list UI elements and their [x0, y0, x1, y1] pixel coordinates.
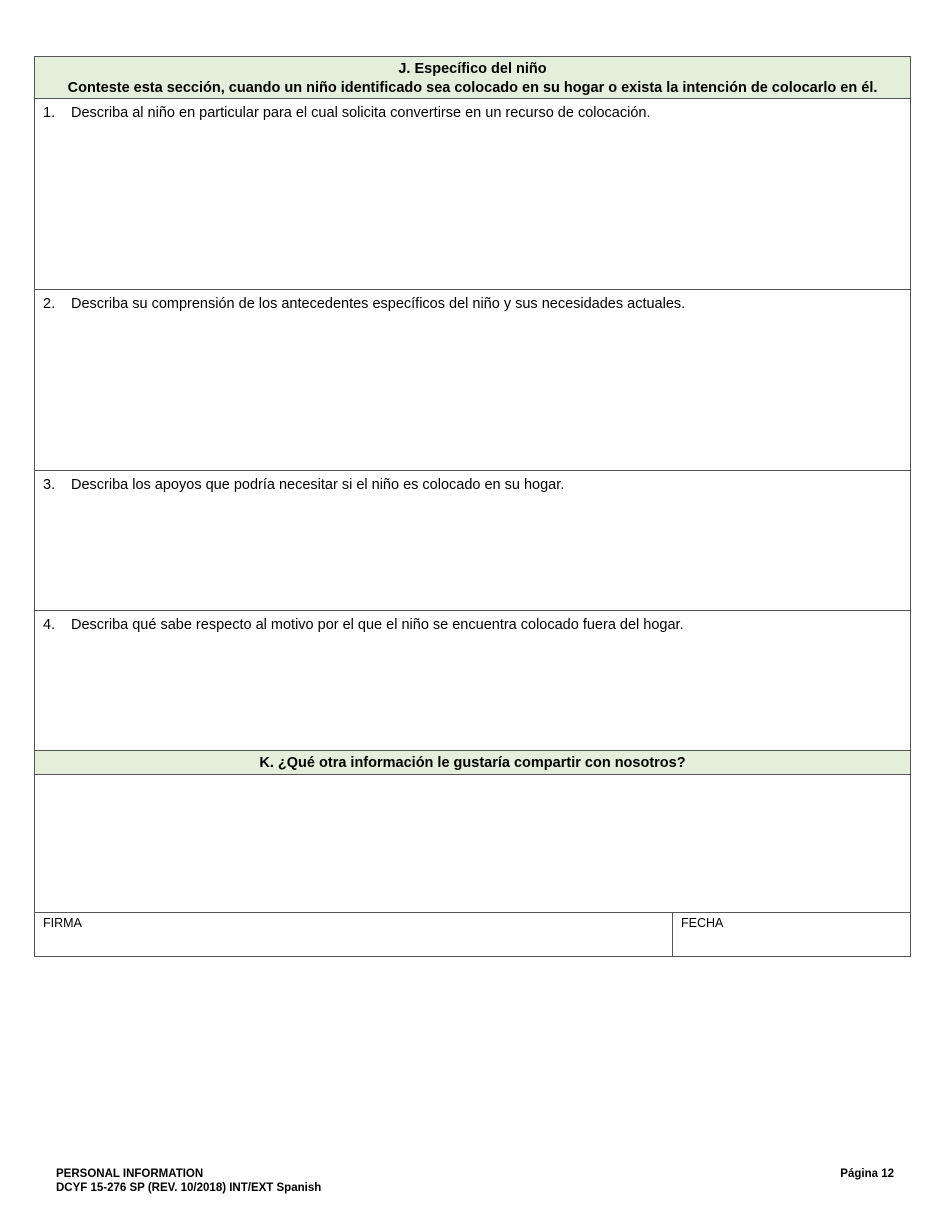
footer-personal-information: PERSONAL INFORMATION	[56, 1168, 204, 1180]
question-4-number: 4.	[43, 617, 56, 633]
footer-form-info	[56, 1167, 321, 1195]
page-number: Página 12	[840, 1168, 894, 1180]
date-label: FECHA	[681, 916, 724, 930]
question-1-number: 1.	[43, 105, 56, 121]
question-3-field[interactable]	[35, 471, 910, 611]
form-table	[34, 56, 911, 957]
question-4-field[interactable]	[35, 611, 910, 751]
question-4-text: Describa qué sabe respecto al motivo por el que el niño se encuentra colocado fuera del hogar.	[71, 617, 684, 633]
question-3-text: Describa los apoyos que podría necesitar si el niño es colocado en su hogar.	[71, 477, 565, 493]
date-field[interactable]	[673, 913, 910, 956]
section-k-title: K. ¿Qué otra información le gustaría compartir con nosotros?	[259, 755, 686, 771]
section-j-title: J. Específico del niño	[398, 61, 547, 77]
signature-row	[35, 913, 910, 956]
section-k-answer-field[interactable]	[35, 775, 910, 913]
footer-form-number: DCYF 15-276 SP (REV. 10/2018) INT/EXT Spanish	[56, 1182, 322, 1194]
section-k-header	[35, 751, 910, 775]
question-2-field[interactable]	[35, 290, 910, 471]
section-j-header	[35, 57, 910, 99]
signature-field[interactable]	[35, 913, 673, 956]
signature-label: FIRMA	[43, 916, 82, 930]
question-2-number: 2.	[43, 296, 56, 312]
question-1-field[interactable]	[35, 99, 910, 290]
question-2-text: Describa su comprensión de los antecedentes específicos del niño y sus necesidades actuales.	[71, 296, 686, 312]
section-j-subtitle: Conteste esta sección, cuando un niño identificado sea colocado en su hogar o exista la intención de colocarlo en él.	[67, 80, 878, 96]
question-3-number: 3.	[43, 477, 56, 493]
question-1-text: Describa al niño en particular para el cual solicita convertirse en un recurso de colocación.	[71, 105, 651, 121]
